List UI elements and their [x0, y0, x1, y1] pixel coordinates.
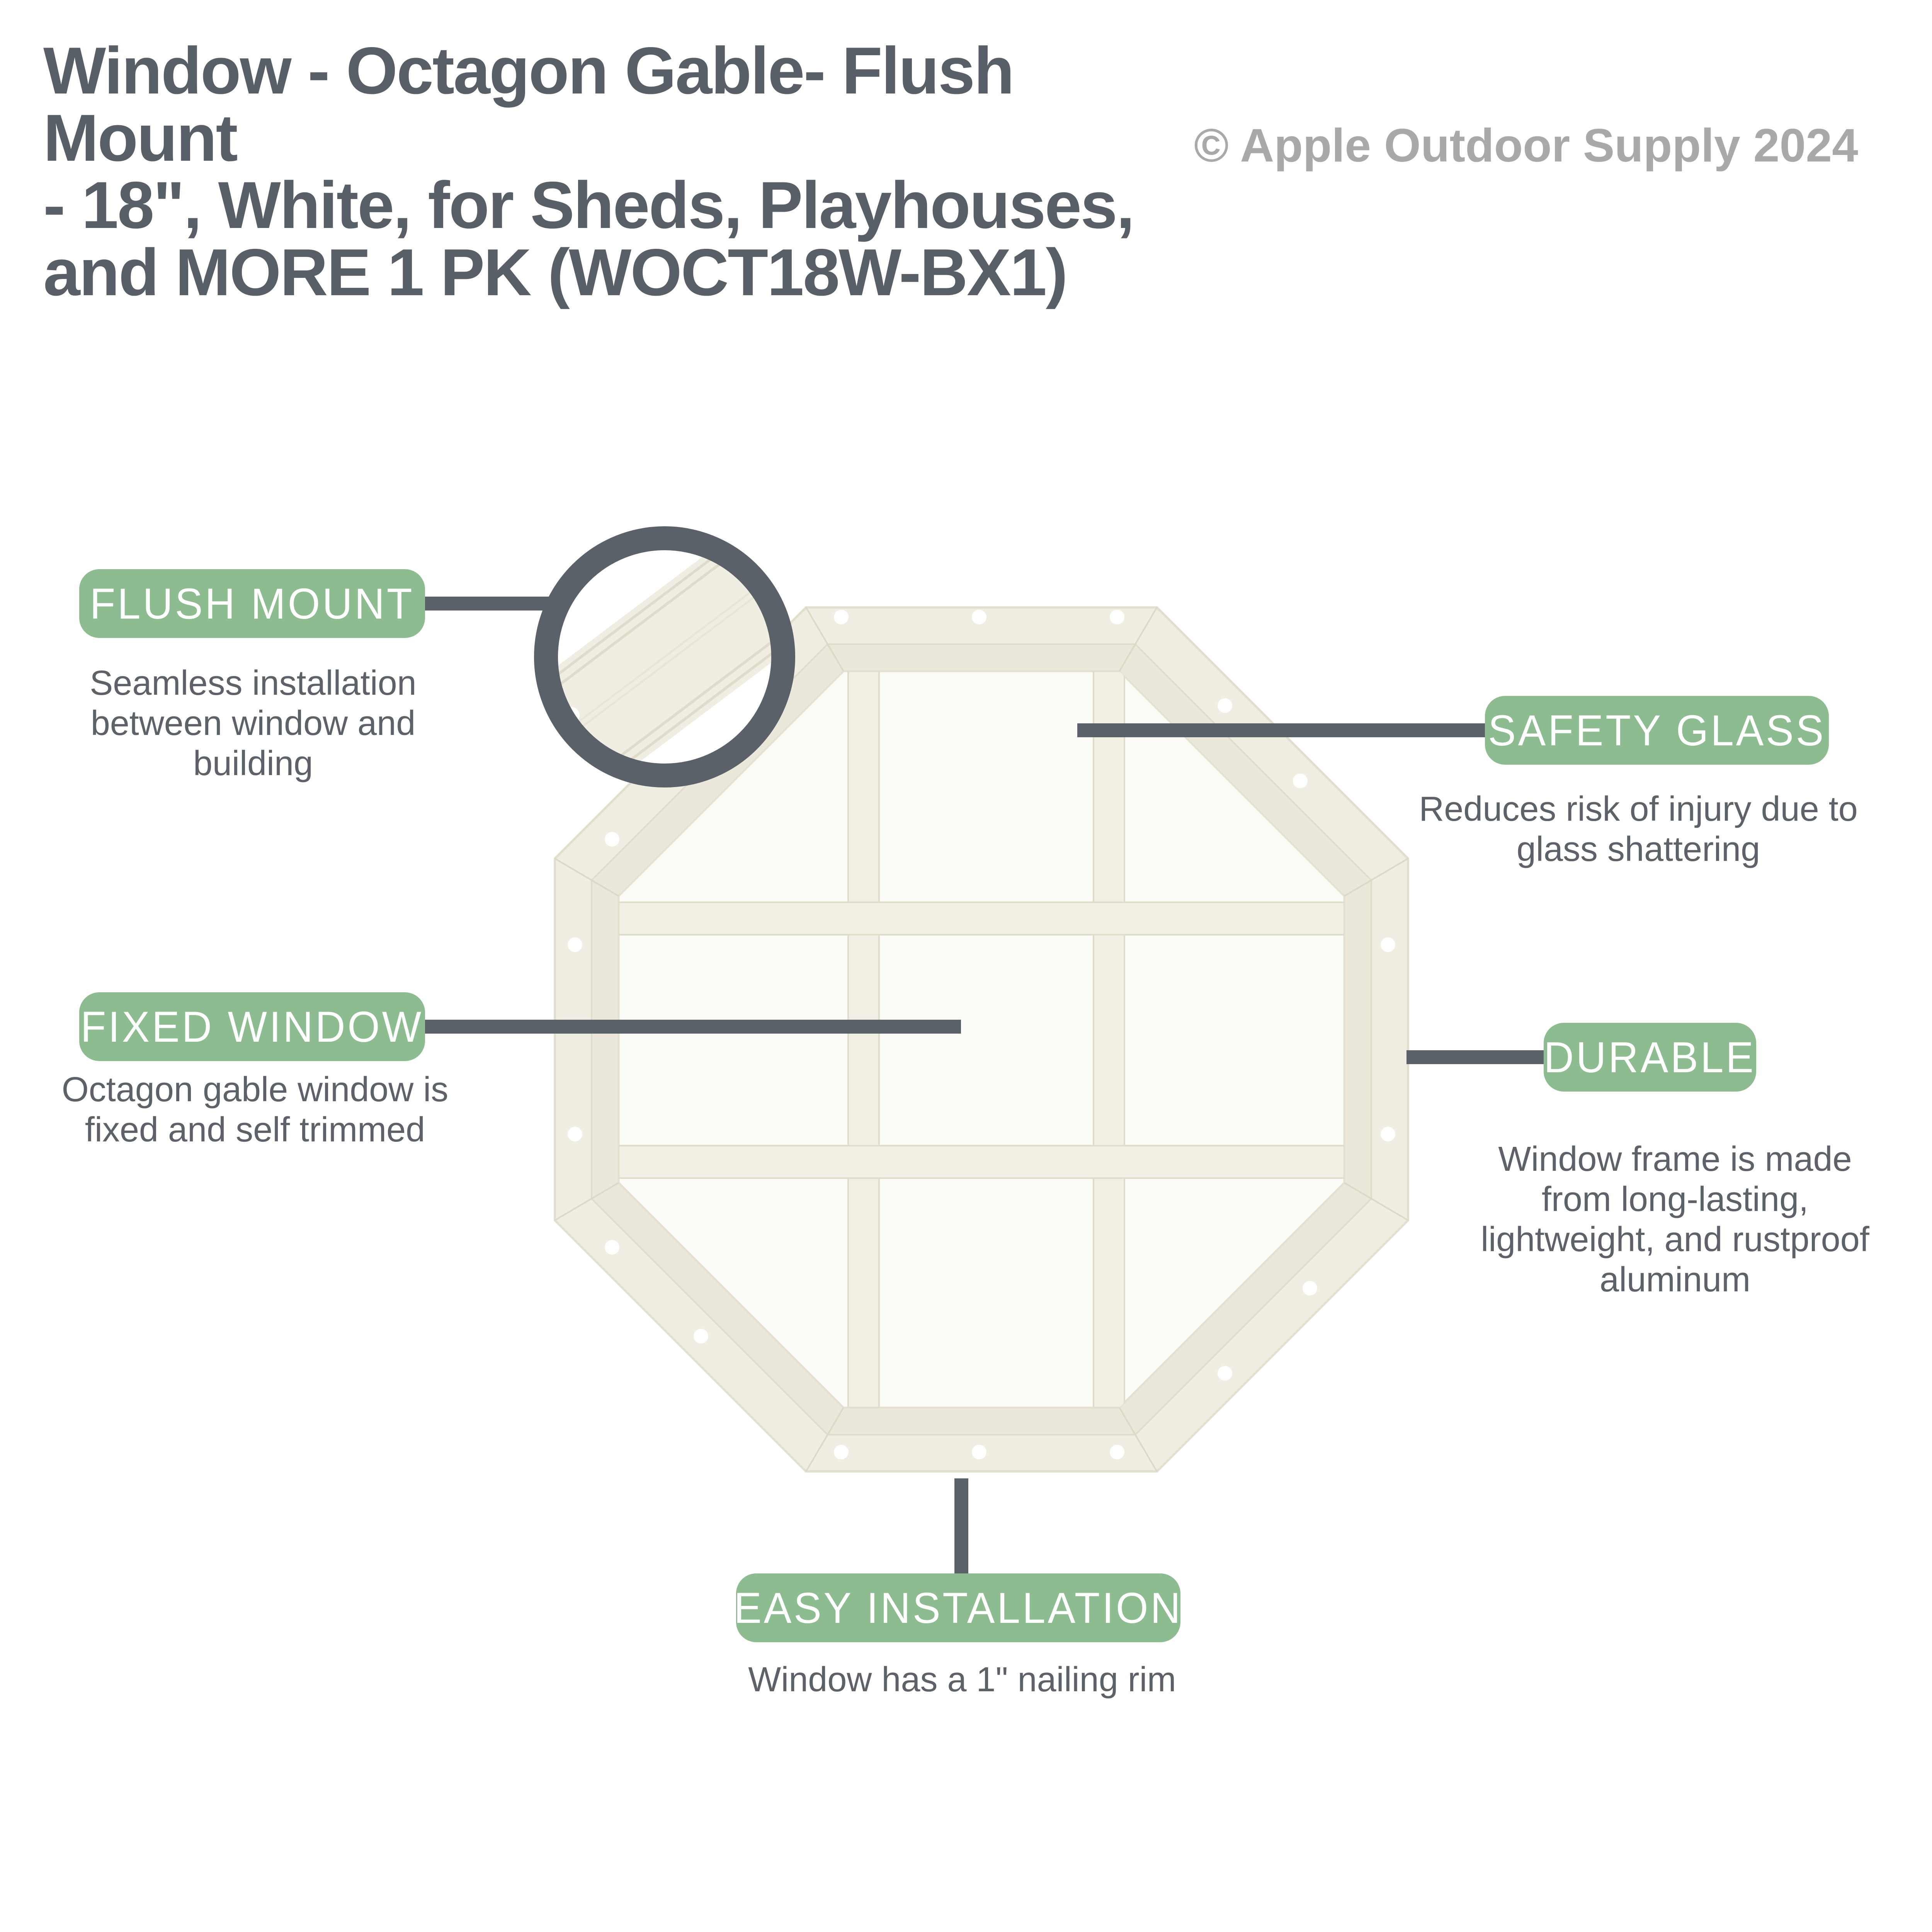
description-line: lightweight, and rustproof	[1481, 1220, 1869, 1259]
page-title	[43, 34, 1222, 310]
badge-fixed-window	[79, 992, 425, 1061]
badge-label: FIXED WINDOW	[80, 1002, 424, 1051]
description-line: Seamless installation	[90, 664, 417, 702]
description-fixed-window	[23, 1070, 487, 1150]
description-durable	[1422, 1139, 1928, 1300]
description-line: from long-lasting,	[1541, 1180, 1809, 1219]
description-line: glass shattering	[1516, 830, 1760, 869]
badge-durable	[1544, 1023, 1756, 1092]
description-line: building	[193, 744, 313, 783]
copyright-watermark: © Apple Outdoor Supply 2024	[1194, 119, 1859, 172]
description-easy-installation	[692, 1660, 1233, 1700]
badge-flush-mount	[79, 569, 425, 638]
description-flush-mount	[21, 663, 485, 784]
badge-label: DURABLE	[1544, 1033, 1756, 1082]
description-line: fixed and self trimmed	[85, 1111, 425, 1149]
badge-safety-glass	[1485, 696, 1829, 765]
badge-easy-installation	[734, 1573, 1183, 1642]
description-line: Window has a 1" nailing rim	[748, 1660, 1176, 1699]
title-line: Window - Octagon Gable- Flush Mount	[43, 34, 1014, 175]
badge-label: EASY INSTALLATION	[734, 1583, 1183, 1632]
description-safety-glass	[1368, 789, 1909, 869]
description-line: Window frame is made	[1498, 1140, 1852, 1179]
description-line: aluminum	[1599, 1260, 1751, 1299]
badge-label: SAFETY GLASS	[1488, 706, 1826, 755]
title-line: - 18", White, for Sheds, Playhouses,	[43, 168, 1134, 242]
description-line: between window and	[90, 704, 416, 743]
description-line: Octagon gable window is	[61, 1070, 449, 1109]
description-line: Reduces risk of injury due to	[1419, 790, 1858, 828]
badge-label: FLUSH MOUNT	[90, 579, 415, 628]
title-line: and MORE 1 PK (WOCT18W-BX1)	[43, 235, 1067, 310]
